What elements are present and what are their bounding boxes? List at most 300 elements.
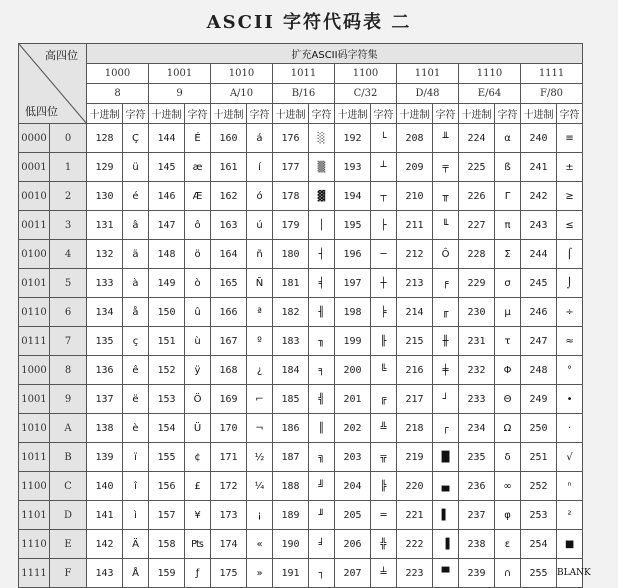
decimal-code: 241 (521, 153, 557, 182)
charset-title: 扩充ASCII码字符集 (87, 44, 583, 64)
character-glyph: φ (495, 501, 521, 530)
decimal-code: 139 (87, 443, 123, 472)
char-column-header: 字符 (495, 104, 521, 124)
decimal-column-header: 十进制 (521, 104, 557, 124)
character-glyph: Γ (495, 182, 521, 211)
decimal-code: 138 (87, 414, 123, 443)
decimal-code: 159 (149, 559, 185, 588)
character-glyph: ▌ (433, 501, 459, 530)
character-glyph: ² (557, 501, 583, 530)
character-glyph: ╨ (433, 124, 459, 153)
decimal-code: 149 (149, 269, 185, 298)
decimal-code: 151 (149, 327, 185, 356)
column-bits: 1011 (273, 64, 335, 84)
decimal-code: 199 (335, 327, 371, 356)
character-glyph: ì (123, 501, 149, 530)
character-glyph: ╞ (371, 298, 397, 327)
decimal-code: 191 (273, 559, 309, 588)
character-glyph: û (185, 298, 211, 327)
character-glyph: ┌ (433, 414, 459, 443)
decimal-code: 188 (273, 472, 309, 501)
table-row (19, 385, 583, 414)
decimal-code: 226 (459, 182, 495, 211)
row-bits: 1001 (19, 385, 50, 414)
decimal-code: 134 (87, 298, 123, 327)
row-bits: 0100 (19, 240, 50, 269)
character-glyph: └ (371, 124, 397, 153)
character-glyph: █ (433, 443, 459, 472)
column-bits: 1110 (459, 64, 521, 84)
character-glyph: ■ (557, 530, 583, 559)
table-row (19, 501, 583, 530)
character-glyph: è (123, 414, 149, 443)
decimal-code: 254 (521, 530, 557, 559)
decimal-code: 140 (87, 472, 123, 501)
character-glyph: ┘ (433, 385, 459, 414)
decimal-code: 196 (335, 240, 371, 269)
character-glyph: ▒ (309, 153, 335, 182)
decimal-code: 231 (459, 327, 495, 356)
character-glyph: √ (557, 443, 583, 472)
char-column-header: 字符 (371, 104, 397, 124)
character-glyph: ┼ (371, 269, 397, 298)
character-glyph: ╕ (309, 356, 335, 385)
decimal-column-header: 十进制 (211, 104, 247, 124)
character-glyph: î (123, 472, 149, 501)
decimal-code: 141 (87, 501, 123, 530)
character-glyph: ö (185, 240, 211, 269)
character-glyph: δ (495, 443, 521, 472)
decimal-code: 242 (521, 182, 557, 211)
character-glyph: Ä (123, 530, 149, 559)
character-glyph: ₧ (185, 530, 211, 559)
decimal-column-header: 十进制 (459, 104, 495, 124)
row-bits: 1111 (19, 559, 50, 588)
decimal-code: 223 (397, 559, 433, 588)
decimal-code: 205 (335, 501, 371, 530)
decimal-code: 238 (459, 530, 495, 559)
decimal-code: 244 (521, 240, 557, 269)
decimal-code: 201 (335, 385, 371, 414)
character-glyph: ≤ (557, 211, 583, 240)
char-column-header: 字符 (433, 104, 459, 124)
character-glyph: ▄ (433, 472, 459, 501)
decimal-code: 251 (521, 443, 557, 472)
row-bits: 0010 (19, 182, 50, 211)
character-glyph: Ω (495, 414, 521, 443)
character-glyph: ñ (247, 240, 273, 269)
row-hex: A (50, 414, 87, 443)
decimal-code: 212 (397, 240, 433, 269)
decimal-code: 237 (459, 501, 495, 530)
decimal-code: 178 (273, 182, 309, 211)
row-hex: C (50, 472, 87, 501)
character-glyph: ¼ (247, 472, 273, 501)
character-glyph: ░ (309, 124, 335, 153)
character-glyph: ¡ (247, 501, 273, 530)
character-glyph: ╛ (309, 530, 335, 559)
character-glyph: Ö (185, 385, 211, 414)
column-hex: D/48 (397, 84, 459, 104)
decimal-code: 176 (273, 124, 309, 153)
decimal-code: 146 (149, 182, 185, 211)
character-glyph: ≡ (557, 124, 583, 153)
character-glyph: ╗ (309, 443, 335, 472)
character-glyph: ┴ (371, 153, 397, 182)
table-row (19, 327, 583, 356)
character-glyph: º (247, 327, 273, 356)
character-glyph: â (123, 211, 149, 240)
character-glyph: α (495, 124, 521, 153)
character-glyph: ╬ (371, 530, 397, 559)
decimal-code: 148 (149, 240, 185, 269)
character-glyph: ä (123, 240, 149, 269)
character-glyph: ò (185, 269, 211, 298)
decimal-code: 216 (397, 356, 433, 385)
decimal-code: 255 (521, 559, 557, 588)
decimal-code: 152 (149, 356, 185, 385)
column-bits: 1000 (87, 64, 149, 84)
character-glyph: ╠ (371, 472, 397, 501)
character-glyph: ü (123, 153, 149, 182)
column-hex: A/10 (211, 84, 273, 104)
column-hex: B/16 (273, 84, 335, 104)
row-bits: 1011 (19, 443, 50, 472)
character-glyph: ε (495, 530, 521, 559)
decimal-code: 243 (521, 211, 557, 240)
character-glyph: Ü (185, 414, 211, 443)
decimal-code: 130 (87, 182, 123, 211)
character-glyph: ▐ (433, 530, 459, 559)
decimal-code: 233 (459, 385, 495, 414)
decimal-column-header: 十进制 (87, 104, 123, 124)
decimal-code: 154 (149, 414, 185, 443)
decimal-code: 164 (211, 240, 247, 269)
decimal-code: 234 (459, 414, 495, 443)
header-row-labels (19, 104, 583, 124)
table-row (19, 472, 583, 501)
character-glyph: ≈ (557, 327, 583, 356)
decimal-code: 184 (273, 356, 309, 385)
decimal-code: 165 (211, 269, 247, 298)
character-glyph: å (123, 298, 149, 327)
decimal-column-header: 十进制 (397, 104, 433, 124)
header-row-hex (19, 84, 583, 104)
decimal-code: 230 (459, 298, 495, 327)
column-hex: E/64 (459, 84, 521, 104)
character-glyph: ╖ (309, 327, 335, 356)
character-glyph: ├ (371, 211, 397, 240)
decimal-code: 174 (211, 530, 247, 559)
decimal-code: 204 (335, 472, 371, 501)
character-glyph: • (557, 385, 583, 414)
column-bits: 1010 (211, 64, 273, 84)
table-row (19, 153, 583, 182)
decimal-code: 186 (273, 414, 309, 443)
decimal-code: 220 (397, 472, 433, 501)
character-glyph: ╟ (371, 327, 397, 356)
character-glyph: ÿ (185, 356, 211, 385)
character-glyph: ƒ (185, 559, 211, 588)
row-bits: 1110 (19, 530, 50, 559)
decimal-code: 228 (459, 240, 495, 269)
character-glyph: ÷ (557, 298, 583, 327)
character-glyph: Σ (495, 240, 521, 269)
low-nibble-label: 低四位 (25, 105, 58, 118)
decimal-column-header: 十进制 (335, 104, 371, 124)
character-glyph: ╡ (309, 269, 335, 298)
character-glyph: ⌠ (557, 240, 583, 269)
character-glyph: Å (123, 559, 149, 588)
table-row (19, 443, 583, 472)
column-bits: 1101 (397, 64, 459, 84)
decimal-code: 181 (273, 269, 309, 298)
character-glyph: ú (247, 211, 273, 240)
char-column-header: 字符 (309, 104, 335, 124)
decimal-code: 189 (273, 501, 309, 530)
header-row-title (19, 44, 583, 64)
table-row (19, 240, 583, 269)
character-glyph: ⌐ (247, 385, 273, 414)
decimal-code: 248 (521, 356, 557, 385)
table-row (19, 298, 583, 327)
decimal-code: 136 (87, 356, 123, 385)
page-title: ASCII 字符代码表 二 (206, 12, 412, 33)
decimal-code: 210 (397, 182, 433, 211)
table-row (19, 124, 583, 153)
character-glyph: ⌡ (557, 269, 583, 298)
character-glyph: ▀ (433, 559, 459, 588)
character-glyph: Ô (433, 240, 459, 269)
decimal-code: 253 (521, 501, 557, 530)
character-glyph: Æ (185, 182, 211, 211)
decimal-code: 145 (149, 153, 185, 182)
decimal-code: 215 (397, 327, 433, 356)
decimal-code: 206 (335, 530, 371, 559)
character-glyph: ó (247, 182, 273, 211)
character-glyph: ë (123, 385, 149, 414)
decimal-code: 150 (149, 298, 185, 327)
character-glyph: ╫ (433, 327, 459, 356)
character-glyph: Θ (495, 385, 521, 414)
decimal-code: 247 (521, 327, 557, 356)
decimal-code: 214 (397, 298, 433, 327)
character-glyph: ╥ (433, 182, 459, 211)
decimal-code: 207 (335, 559, 371, 588)
decimal-code: 156 (149, 472, 185, 501)
character-glyph: ┤ (309, 240, 335, 269)
decimal-code: 163 (211, 211, 247, 240)
char-column-header: 字符 (557, 104, 583, 124)
decimal-code: 250 (521, 414, 557, 443)
decimal-code: 173 (211, 501, 247, 530)
character-glyph: ╜ (309, 501, 335, 530)
row-hex: 8 (50, 356, 87, 385)
character-glyph: ▓ (309, 182, 335, 211)
decimal-code: 202 (335, 414, 371, 443)
decimal-code: 128 (87, 124, 123, 153)
character-glyph: « (247, 530, 273, 559)
decimal-code: 180 (273, 240, 309, 269)
decimal-code: 236 (459, 472, 495, 501)
character-glyph: Ç (123, 124, 149, 153)
column-bits: 1111 (521, 64, 583, 84)
decimal-code: 169 (211, 385, 247, 414)
decimal-code: 162 (211, 182, 247, 211)
decimal-code: 167 (211, 327, 247, 356)
decimal-column-header: 十进制 (149, 104, 185, 124)
row-hex: 5 (50, 269, 87, 298)
character-glyph: ╤ (433, 153, 459, 182)
character-glyph: ╧ (371, 559, 397, 588)
character-glyph: ½ (247, 443, 273, 472)
decimal-code: 198 (335, 298, 371, 327)
decimal-code: 157 (149, 501, 185, 530)
character-glyph: ç (123, 327, 149, 356)
decimal-code: 192 (335, 124, 371, 153)
character-glyph: ¥ (185, 501, 211, 530)
character-glyph: ╙ (433, 211, 459, 240)
decimal-code: 168 (211, 356, 247, 385)
decimal-code: 222 (397, 530, 433, 559)
decimal-code: 194 (335, 182, 371, 211)
character-glyph: ¿ (247, 356, 273, 385)
row-hex: 0 (50, 124, 87, 153)
decimal-code: 232 (459, 356, 495, 385)
decimal-code: 171 (211, 443, 247, 472)
row-bits: 0111 (19, 327, 50, 356)
decimal-code: 137 (87, 385, 123, 414)
row-hex: 4 (50, 240, 87, 269)
character-glyph: ╝ (309, 472, 335, 501)
row-hex: 9 (50, 385, 87, 414)
row-bits: 1100 (19, 472, 50, 501)
character-glyph: » (247, 559, 273, 588)
decimal-code: 249 (521, 385, 557, 414)
decimal-code: 179 (273, 211, 309, 240)
table-row (19, 182, 583, 211)
character-glyph: ô (185, 211, 211, 240)
row-hex: 2 (50, 182, 87, 211)
character-glyph: ╒ (433, 269, 459, 298)
character-glyph: BLANK (557, 559, 583, 588)
row-hex: 6 (50, 298, 87, 327)
character-glyph: σ (495, 269, 521, 298)
decimal-code: 225 (459, 153, 495, 182)
row-bits: 0110 (19, 298, 50, 327)
character-glyph: ║ (309, 414, 335, 443)
decimal-code: 177 (273, 153, 309, 182)
column-hex: C/32 (335, 84, 397, 104)
character-glyph: à (123, 269, 149, 298)
char-column-header: 字符 (247, 104, 273, 124)
ascii-code-table (18, 43, 591, 588)
decimal-code: 197 (335, 269, 371, 298)
decimal-code: 133 (87, 269, 123, 298)
table-row (19, 559, 583, 588)
table-row (19, 269, 583, 298)
decimal-code: 200 (335, 356, 371, 385)
character-glyph: ═ (371, 501, 397, 530)
character-glyph: │ (309, 211, 335, 240)
decimal-code: 161 (211, 153, 247, 182)
row-bits: 0101 (19, 269, 50, 298)
row-bits: 1101 (19, 501, 50, 530)
decimal-code: 182 (273, 298, 309, 327)
character-glyph: ╦ (371, 443, 397, 472)
character-glyph: τ (495, 327, 521, 356)
decimal-code: 193 (335, 153, 371, 182)
row-hex: F (50, 559, 87, 588)
character-glyph: ê (123, 356, 149, 385)
character-glyph: á (247, 124, 273, 153)
decimal-code: 235 (459, 443, 495, 472)
decimal-code: 155 (149, 443, 185, 472)
character-glyph: ± (557, 153, 583, 182)
decimal-code: 172 (211, 472, 247, 501)
decimal-code: 217 (397, 385, 433, 414)
corner-header (19, 44, 87, 124)
row-bits: 0000 (19, 124, 50, 153)
decimal-code: 229 (459, 269, 495, 298)
decimal-code: 183 (273, 327, 309, 356)
character-glyph: · (557, 414, 583, 443)
decimal-code: 218 (397, 414, 433, 443)
table-row (19, 414, 583, 443)
row-bits: 0011 (19, 211, 50, 240)
character-glyph: ï (123, 443, 149, 472)
decimal-code: 224 (459, 124, 495, 153)
decimal-code: 131 (87, 211, 123, 240)
character-glyph: Ñ (247, 269, 273, 298)
table-row (19, 356, 583, 385)
decimal-code: 166 (211, 298, 247, 327)
character-glyph: ─ (371, 240, 397, 269)
decimal-code: 245 (521, 269, 557, 298)
column-hex: F/80 (521, 84, 583, 104)
column-bits: 1001 (149, 64, 211, 84)
decimal-code: 187 (273, 443, 309, 472)
character-glyph: ┬ (371, 182, 397, 211)
row-bits: 1000 (19, 356, 50, 385)
character-glyph: π (495, 211, 521, 240)
decimal-code: 208 (397, 124, 433, 153)
character-glyph: Φ (495, 356, 521, 385)
row-hex: D (50, 501, 87, 530)
row-hex: 3 (50, 211, 87, 240)
character-glyph: µ (495, 298, 521, 327)
decimal-code: 135 (87, 327, 123, 356)
decimal-code: 144 (149, 124, 185, 153)
decimal-code: 195 (335, 211, 371, 240)
row-hex: 7 (50, 327, 87, 356)
character-glyph: ¢ (185, 443, 211, 472)
char-column-header: 字符 (185, 104, 211, 124)
character-glyph: é (123, 182, 149, 211)
decimal-code: 158 (149, 530, 185, 559)
character-glyph: ¬ (247, 414, 273, 443)
decimal-code: 211 (397, 211, 433, 240)
character-glyph: ╚ (371, 356, 397, 385)
character-glyph: ┐ (309, 559, 335, 588)
character-glyph: ╔ (371, 385, 397, 414)
table-row (19, 211, 583, 240)
column-hex: 9 (149, 84, 211, 104)
header-row-bits (19, 64, 583, 84)
decimal-code: 252 (521, 472, 557, 501)
character-glyph: í (247, 153, 273, 182)
decimal-code: 240 (521, 124, 557, 153)
